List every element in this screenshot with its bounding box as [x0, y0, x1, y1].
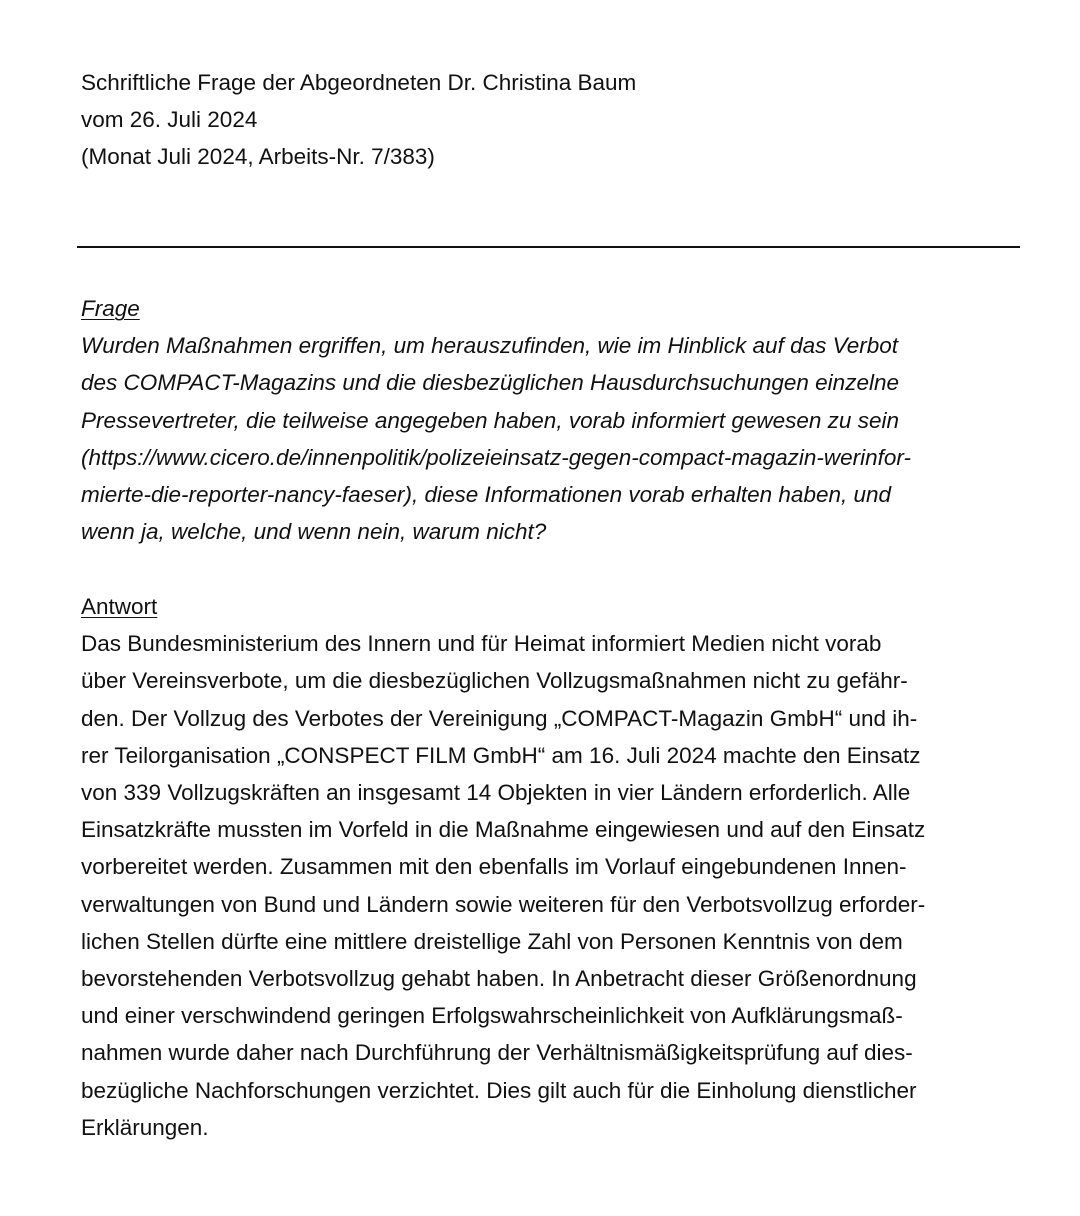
answer-line: vorbereitet werden. Zusammen mit den ebenfalls im Vorlauf eingebundenen Innen-: [81, 854, 907, 880]
answer-line: bezügliche Nachforschungen verzichtet. Dies gilt auch für die Einholung dienstlicher: [81, 1077, 917, 1103]
question-section: [81, 290, 1021, 550]
answer-line: Das Bundesministerium des Innern und für Heimat informiert Medien nicht vorab: [81, 631, 882, 657]
answer-line: von 339 Vollzugskräften an insgesamt 14 Objekten in vier Ländern erforderlich. Alle: [81, 780, 911, 806]
question-line: Wurden Maßnahmen ergriffen, um herauszufinden, wie im Hinblick auf das Verbot: [81, 333, 899, 359]
question-heading: Frage: [81, 296, 140, 321]
header-line-date: vom 26. Juli 2024: [81, 107, 258, 132]
answer-line: Erklärungen.: [81, 1114, 209, 1140]
answer-line: Einsatzkräfte mussten im Vorfeld in die Maßnahme eingewiesen und auf den Einsatz: [81, 817, 926, 843]
answer-line: rer Teilorganisation „CONSPECT FILM GmbH“ am 16. Juli 2024 machte den Einsatz: [81, 742, 921, 768]
answer-section: [81, 588, 1021, 1146]
header-line-title: Schriftliche Frage der Abgeordneten Dr. Christina Baum: [81, 70, 637, 95]
answer-line: verwaltungen von Bund und Ländern sowie weiteren für den Verbotsvollzug erforder-: [81, 891, 926, 917]
answer-line: lichen Stellen dürfte eine mittlere dreistellige Zahl von Personen Kenntnis von dem: [81, 928, 903, 954]
answer-line: über Vereinsverbote, um die diesbezüglichen Vollzugsmaßnahmen nicht zu gefähr-: [81, 668, 908, 694]
question-line: Pressevertreter, die teilweise angegeben haben, vorab informiert gewesen zu sein: [81, 407, 899, 433]
answer-heading: Antwort: [81, 594, 158, 619]
question-line: des COMPACT-Magazins und die diesbezüglichen Hausdurchsuchungen einzelne: [81, 370, 899, 396]
answer-line: den. Der Vollzug des Verbotes der Vereinigung „COMPACT-Magazin GmbH“ und ih-: [81, 705, 918, 731]
question-line: (https://www.cicero.de/innenpolitik/polizeieinsatz-gegen-compact-magazin-werinfor-: [81, 444, 911, 470]
answer-line: und einer verschwindend geringen Erfolgswahrscheinlichkeit von Aufklärungsmaß-: [81, 1003, 903, 1029]
header-line-reference: (Monat Juli 2024, Arbeits-Nr. 7/383): [81, 144, 435, 169]
question-line: mierte-die-reporter-nancy-faeser), diese Informationen vorab erhalten haben, und: [81, 482, 892, 508]
answer-line: nahmen wurde daher nach Durchführung der Verhältnismäßigkeitsprüfung auf dies-: [81, 1040, 913, 1066]
question-line: wenn ja, welche, und wenn nein, warum nicht?: [81, 519, 547, 545]
horizontal-divider: [77, 246, 1020, 248]
answer-line: bevorstehenden Verbotsvollzug gehabt haben. In Anbetracht dieser Größenordnung: [81, 966, 917, 992]
document-header: [81, 64, 636, 175]
